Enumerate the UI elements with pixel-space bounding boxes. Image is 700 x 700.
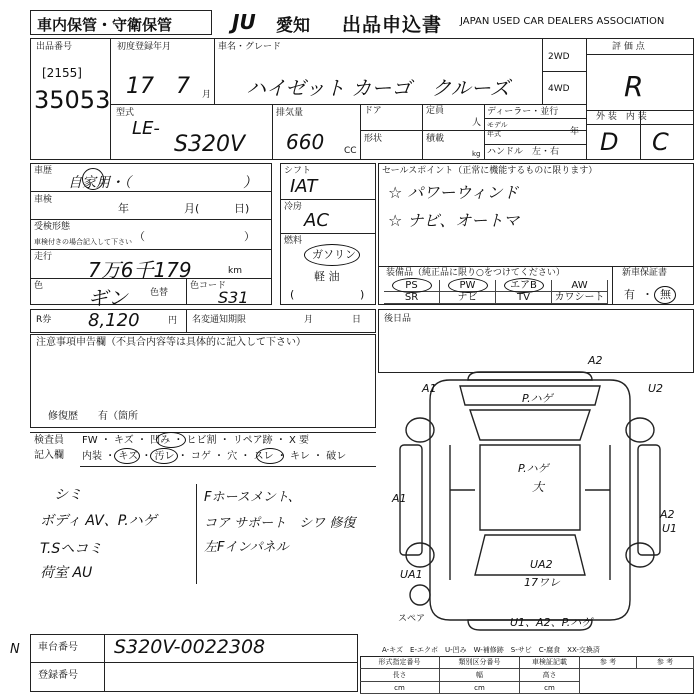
dmg-label-a1-side: A1 [392, 492, 407, 505]
tax-label: 名変通知期限 [192, 315, 247, 325]
first-reg-label: 初度登録年月 [117, 42, 172, 52]
association-name: JAPAN USED CAR DEALERS ASSOCIATION [460, 16, 665, 27]
score-label: 評 価 点 [612, 42, 645, 52]
warranty-no: 無 [660, 288, 671, 301]
warranty-yes: 有 [624, 288, 635, 301]
inspector-note-4: 荷室 AU [40, 565, 93, 581]
interior-value: C [652, 128, 669, 156]
ownership-note: 車検付きの場合記入して下さい [34, 238, 132, 246]
rear-label: 後日品 [384, 314, 412, 324]
repair-label: 修復歴 有（箇所 [48, 411, 138, 422]
inspector-note-1: シミ [54, 487, 82, 503]
recycle-unit: 円 [168, 316, 178, 326]
drive-4wd: 4WD [548, 84, 570, 94]
inspection-label: 車検 [34, 195, 53, 205]
spec-cell: 参 考 [580, 656, 637, 669]
chassis-side-mark: N [10, 642, 20, 657]
checker-dent-circle [156, 432, 186, 448]
fuel-gasoline: ガソリン [312, 248, 356, 261]
dmg-label-ua1: UA1 [400, 568, 423, 581]
equipment-item: ナビ [440, 292, 496, 304]
ownership-label: 受検形態 [34, 222, 71, 232]
selling-points-line1: ☆ パワーウィンド [388, 183, 519, 202]
inspection-day: 日) [234, 202, 250, 215]
load-unit: kg [472, 150, 481, 158]
equipment-circle [392, 278, 432, 293]
name-grade-value: ハイゼット カーゴ クルーズ [246, 76, 510, 100]
dmg-label-a2-top: A2 [588, 354, 603, 367]
reg-no-label: 登録番号 [38, 670, 78, 681]
inspector-note-3: T.Sヘコミ [40, 541, 103, 557]
ju-logo [232, 10, 276, 34]
dmg-label-a1-left: A1 [422, 382, 437, 395]
color-value: ギン [88, 286, 128, 310]
model-year-unit: 年 [570, 127, 580, 137]
fuel-diesel: 軽 油 [314, 270, 340, 283]
first-reg-month: 7 [176, 74, 190, 99]
dmg-label-u1-side: U1 [662, 522, 678, 535]
inspector-note-6: コア サポート シワ 修復 [204, 516, 356, 531]
spec-grid [360, 656, 694, 694]
color-code-label: 色コード [190, 281, 227, 291]
mileage-value: 7万6千179 [88, 258, 192, 282]
inspection-year: 年 [118, 202, 129, 215]
selling-points-line2: ☆ ナビ、オートマ [388, 211, 520, 230]
cooler-value: AC [304, 210, 329, 231]
first-reg-month-unit: 月 [202, 90, 212, 100]
recycle-label: R券 [36, 315, 52, 325]
displacement-value: 660 [286, 130, 325, 154]
equipment-label: 装備品（純正品に限り○をつけてください） [386, 268, 565, 278]
fuel-paren-r: ) [360, 288, 365, 301]
storage-badge-text: 車内保管・守衛保管 [37, 16, 173, 34]
load-label: 積載 [426, 134, 445, 144]
name-grade-label: 車名・グレード [218, 42, 282, 52]
shift-label: シフト [284, 166, 312, 176]
body-shape-label: 形状 [364, 134, 383, 144]
warranty-circle [654, 286, 676, 304]
spec-cell: 高さ [520, 669, 580, 682]
spec-cell: 形式指定番号 [360, 656, 440, 669]
checker-scratch-circle [114, 448, 140, 464]
dmg-label-phage-hood: P.ハゲ [522, 392, 553, 405]
fuel-label: 燃料 [284, 236, 303, 246]
checker-label2: 記入欄 [34, 450, 64, 461]
inspector-note-5: Fホースメント、 [204, 490, 301, 505]
checker-label1: 検査員 [34, 435, 64, 446]
color-code-value: S31 [218, 288, 249, 307]
recycle-value: 8,120 [88, 310, 140, 331]
equipment-circle [504, 278, 544, 293]
exterior-value: D [600, 128, 619, 156]
checker-row2: 内装 ・ キズ ・ 汚レ ・ コゲ ・ 穴 ・ スレ ・ キレ ・ 破レ [82, 451, 347, 462]
capacity-unit: 人 [472, 118, 482, 128]
history-circle [82, 168, 104, 190]
right-side-panel [638, 445, 660, 555]
spec-cell: cm [360, 682, 440, 694]
checker-stain-circle [150, 448, 178, 464]
dmg-label-phage-roof: P.ハゲ [518, 462, 549, 475]
history-value: 自家用・（ ） [68, 175, 257, 191]
spec-cell: 長さ [360, 669, 440, 682]
equipment-item: エアB [496, 280, 552, 292]
dmg-label-ua2: UA2 [530, 558, 553, 571]
tax-month: 月 [304, 315, 314, 325]
dmg-label-u2-right: U2 [648, 382, 664, 395]
equipment-circle [448, 278, 488, 293]
warranty-label: 新車保証書 [622, 268, 668, 278]
equipment-item: SR [384, 292, 440, 304]
ext-int-label: 外 装 内 装 [596, 112, 647, 122]
equipment-item: PW [440, 280, 496, 292]
storage-badge [30, 10, 212, 35]
tax-day: 日 [352, 315, 362, 325]
ju-logo-mark: JU [232, 10, 256, 34]
dmg-label-large: 大 [532, 480, 545, 494]
diagram-legend: A-キズ E-エクボ U-凹み W-補修跡 S-サビ C-腐食 XX-交換済 [382, 646, 600, 654]
lot-label: 出品番号 [36, 42, 73, 52]
spec-cell: 参 考 [637, 656, 694, 669]
color-label: 色 [34, 281, 44, 291]
equipment-grid [384, 280, 610, 305]
spec-cell: cm [520, 682, 580, 694]
spec-cell: cm [440, 682, 520, 694]
lot-number: 35053 [34, 86, 111, 114]
equipment-item: PS [384, 280, 440, 292]
chassis-value: S320V-0022308 [114, 636, 266, 658]
equipment-item: AW [552, 280, 608, 292]
ownership-paren: （ ） [134, 230, 255, 243]
cooler-label: 冷房 [284, 202, 303, 212]
model-year-label2: 年式 [487, 130, 501, 138]
checker-row1: FW ・ キズ ・ 凹み ・ ヒビ割 ・ リペア跡 ・ X 要 [82, 435, 310, 446]
equipment-item: カワシート [552, 292, 608, 304]
first-reg-year: 17 [126, 74, 154, 99]
inspector-note-2: ボディ AV、P.ハゲ [40, 513, 157, 529]
dmg-label-glass: 17ワレ [524, 576, 560, 589]
warranty-dot: ・ [642, 288, 653, 301]
dmg-label-spare: スペア [398, 614, 426, 624]
form-title: 出品申込書 [342, 14, 443, 36]
selling-points-label: セールスポイント（正常に機能するものに限ります） [382, 166, 598, 176]
drive-2wd: 2WD [548, 52, 570, 62]
color-box-label: 色替 [150, 288, 169, 298]
fuel-circle [304, 244, 360, 266]
model-label: 型式 [116, 108, 135, 118]
spare-tire [410, 585, 430, 605]
handle-label: ハンドル 左・右 [487, 147, 560, 157]
lot-sub-number: [2155] [42, 66, 82, 80]
dealer-label: ディーラー・並行 [487, 107, 559, 117]
doors-label: ドア [364, 106, 382, 116]
dmg-label-a2-side: A2 [660, 508, 675, 521]
model-value: S320V [174, 132, 246, 157]
org-name: 愛知 [276, 16, 310, 36]
dmg-label-rear: U1、A2、P.ハゲ [510, 616, 593, 629]
inspector-note-7: 左Fインパネル [204, 540, 289, 555]
checker-wear-circle [256, 448, 284, 464]
spec-cell: 類別区分番号 [440, 656, 520, 669]
spec-cell: 幅 [440, 669, 520, 682]
inspection-month: 月( [184, 202, 200, 215]
history-label: 車歴 [34, 166, 53, 176]
mileage-label: 走行 [34, 252, 53, 262]
model-year-label1: モデル [487, 121, 508, 129]
roof [480, 445, 580, 530]
displacement-unit: CC [344, 146, 357, 156]
capacity-label: 定員 [426, 106, 445, 116]
equipment-item: TV [496, 292, 552, 304]
chassis-label: 車台番号 [38, 642, 78, 653]
front-bumper [468, 372, 592, 380]
model-prefix: LE- [132, 118, 160, 139]
score-value: R [624, 70, 644, 103]
displacement-label: 排気量 [276, 108, 304, 118]
windshield [470, 410, 590, 440]
mileage-unit: km [228, 266, 242, 276]
fuel-paren-l: ( [290, 288, 295, 301]
shift-value: IAT [290, 176, 318, 197]
notes-label: 注意事項申告欄（不具合内容等は具体的に記入して下さい） [36, 337, 306, 348]
spec-cell: 車検証記載 [520, 656, 580, 669]
